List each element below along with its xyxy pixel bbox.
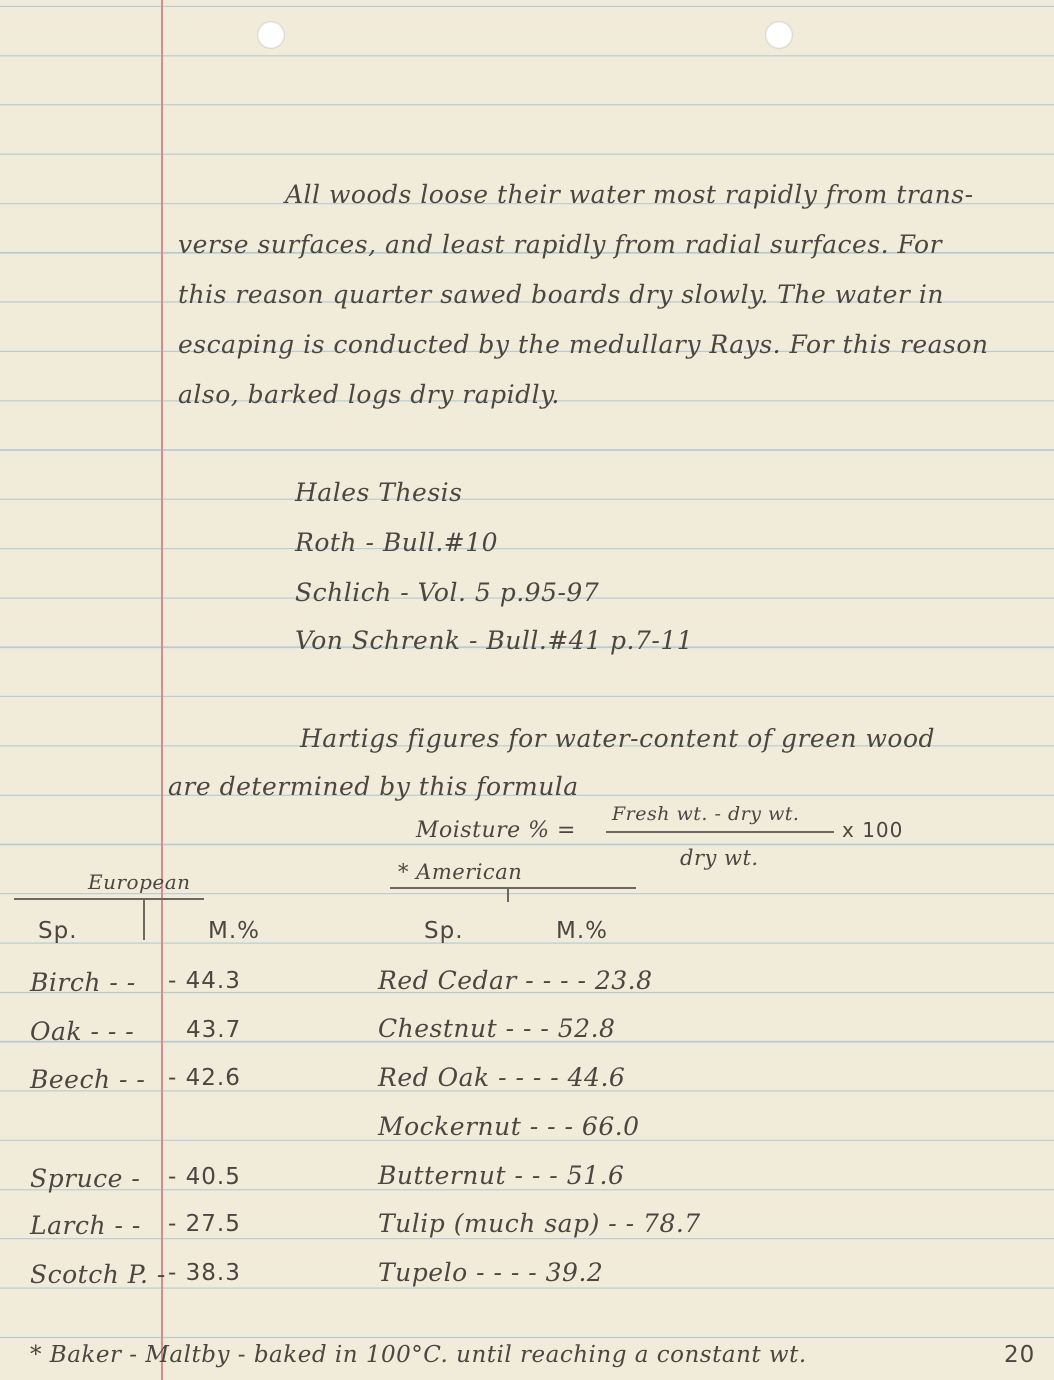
reference-1: Hales Thesis <box>295 478 463 507</box>
european-row-value: - 44.3 <box>168 968 241 994</box>
american-row: Red Oak - - - - 44.6 <box>378 1063 626 1092</box>
european-row-species: Oak - - - <box>30 1017 135 1046</box>
reference-2: Roth - Bull.#10 <box>295 528 499 557</box>
european-header-divider <box>143 900 145 940</box>
paragraph1-line1: All woods loose their water most rapidly from trans- <box>285 180 974 209</box>
european-row-species: Spruce - <box>30 1164 141 1193</box>
formula-numerator: Fresh wt. - dry wt. <box>612 803 800 825</box>
american-header-rule <box>390 887 636 889</box>
punch-hole-right <box>765 21 793 49</box>
page-number: 20 <box>1004 1342 1036 1368</box>
american-row: Red Cedar - - - - 23.8 <box>378 966 653 995</box>
european-header-rule <box>14 898 204 900</box>
american-header-tick <box>507 888 509 902</box>
margin-line <box>161 0 163 1380</box>
reference-3: Schlich - Vol. 5 p.95-97 <box>295 578 600 607</box>
american-col-moisture: M.% <box>556 918 609 944</box>
european-row-species: Scotch P. - <box>30 1260 166 1289</box>
european-heading: European <box>88 870 191 894</box>
european-row-value: - 38.3 <box>168 1260 241 1286</box>
european-row-value: - 27.5 <box>168 1211 241 1237</box>
paragraph1-line2: verse surfaces, and least rapidly from radial surfaces. For <box>178 230 943 259</box>
formula-multiplier: x 100 <box>842 818 904 842</box>
footnote: * Baker - Maltby - baked in 100°C. until reaching a constant wt. <box>30 1342 807 1368</box>
paragraph2-line2: are determined by this formula <box>168 772 579 801</box>
formula-fraction-bar <box>606 831 834 833</box>
european-row-value: - 42.6 <box>168 1065 241 1091</box>
punch-hole-left <box>257 21 285 49</box>
paragraph1-line5: also, barked logs dry rapidly. <box>178 380 560 409</box>
american-row: Tulip (much sap) - - 78.7 <box>378 1209 701 1238</box>
american-row: Chestnut - - - 52.8 <box>378 1014 616 1043</box>
reference-4: Von Schrenk - Bull.#41 p.7-11 <box>295 626 694 655</box>
paragraph2-line1: Hartigs figures for water-content of green wood <box>300 724 936 753</box>
european-col-moisture: M.% <box>208 918 261 944</box>
paragraph1-line4: escaping is conducted by the medullary Rays. For this reason <box>178 330 989 359</box>
european-col-species: Sp. <box>38 918 78 944</box>
european-row-value: - 40.5 <box>168 1164 241 1190</box>
american-col-species: Sp. <box>424 918 464 944</box>
american-row: Tupelo - - - - 39.2 <box>378 1258 604 1287</box>
american-row: Mockernut - - - 66.0 <box>378 1112 640 1141</box>
formula-lhs: Moisture % = <box>416 818 576 843</box>
european-row-species: Larch - - <box>30 1211 141 1240</box>
european-row-species: Birch - - <box>30 968 136 997</box>
american-heading: * American <box>398 860 523 884</box>
american-row: Butternut - - - 51.6 <box>378 1161 625 1190</box>
european-row-value: 43.7 <box>186 1017 242 1043</box>
formula-denominator: dry wt. <box>680 846 759 870</box>
paragraph1-line3: this reason quarter sawed boards dry slowly. The water in <box>178 280 944 309</box>
european-row-species: Beech - - <box>30 1065 146 1094</box>
